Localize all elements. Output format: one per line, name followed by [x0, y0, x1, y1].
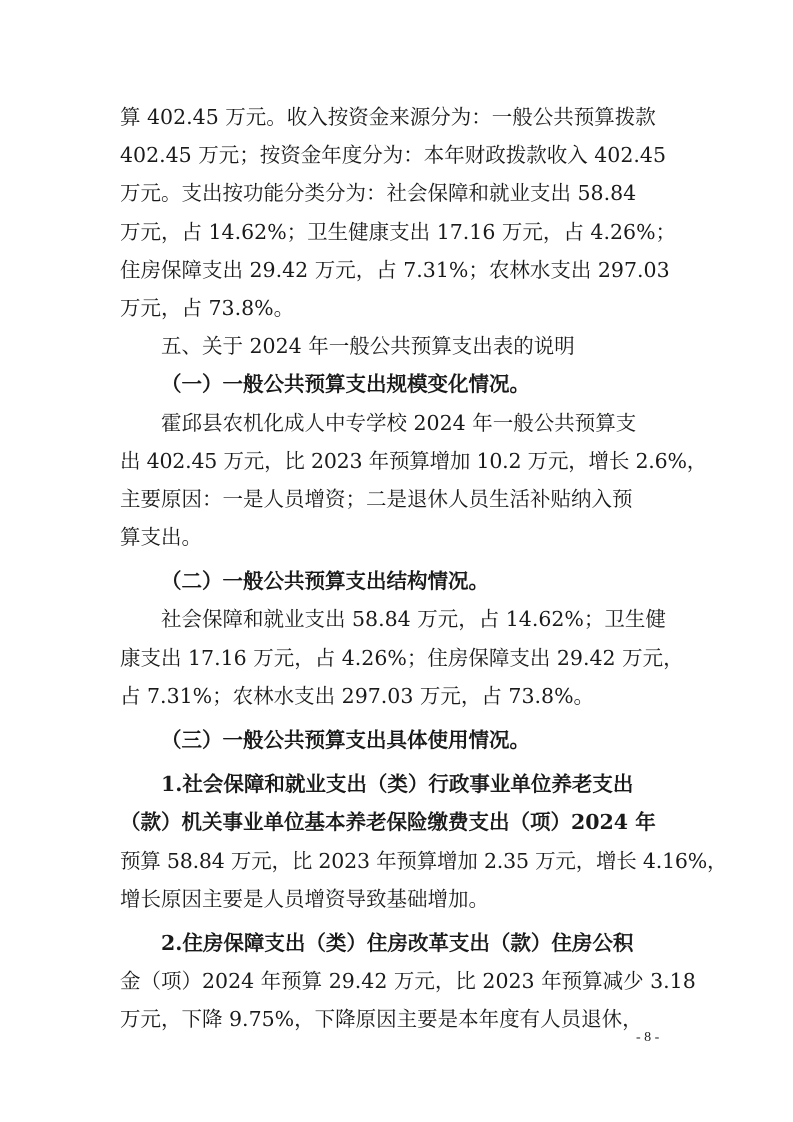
page-number: - 8 - — [636, 1030, 660, 1045]
text-line: 万元，占 14.62%；卫生健康支出 17.16 万元，占 4.26%； — [120, 219, 677, 244]
text-line: 预算 58.84 万元，比 2023 年预算增加 2.35 万元，增长 4.16%， — [120, 848, 728, 873]
text-line: 出 402.45 万元，比 2023 年预算增加 10.2 万元，增长 2.6%， — [120, 448, 708, 473]
text-line: 402.45 万元；按资金年度分为：本年财政拨款收入 402.45 — [120, 143, 666, 168]
text-line: 霍邱县农机化成人中专学校 2024 年一般公共预算支 — [161, 410, 637, 435]
text-line: 万元，下降 9.75%，下降原因主要是本年度有人员退休， — [120, 1007, 643, 1032]
text-line: 康支出 17.16 万元，占 4.26%；住房保障支出 29.42 万元， — [120, 645, 684, 670]
text-line: 金（项）2024 年预算 29.42 万元，比 2023 年预算减少 3.18 — [120, 969, 696, 994]
item-heading: 1.社会保障和就业支出（类）行政事业单位养老支出 — [161, 772, 634, 797]
text-line: 社会保障和就业支出 58.84 万元，占 14.62%；卫生健 — [161, 607, 666, 632]
subsection-heading: （一）一般公共预算支出规模变化情况。 — [161, 372, 530, 397]
text-line: 算支出。 — [120, 525, 202, 550]
subsection-heading: （三）一般公共预算支出具体使用情况。 — [161, 728, 530, 752]
document-body — [120, 98, 728, 1039]
text-line: 占 7.31%；农林水支出 297.03 万元，占 73.8%。 — [120, 683, 595, 708]
section-heading: 五、关于 2024 年一般公共预算支出表的说明 — [161, 334, 575, 359]
text-line: 主要原因：一是人员增资；二是退休人员生活补贴纳入预 — [120, 486, 633, 511]
text-line: 住房保障支出 29.42 万元，占 7.31%；农林水支出 297.03 — [120, 257, 670, 282]
text-line: （款）机关事业单位基本养老保险缴费支出（项）2024 年 — [120, 810, 656, 835]
text-line: 万元。支出按功能分类分为：社会保障和就业支出 58.84 — [120, 181, 637, 206]
subsection-heading: （二）一般公共预算支出结构情况。 — [161, 569, 489, 594]
text-line: 算 402.45 万元。收入按资金来源分为：一般公共预算拨款 — [120, 105, 656, 129]
text-line: 万元，占 73.8%。 — [120, 295, 295, 320]
text-line: 增长原因主要是人员增资导致基础增加。 — [120, 886, 489, 911]
item-heading: 2.住房保障支出（类）住房改革支出（款）住房公积 — [161, 930, 634, 955]
